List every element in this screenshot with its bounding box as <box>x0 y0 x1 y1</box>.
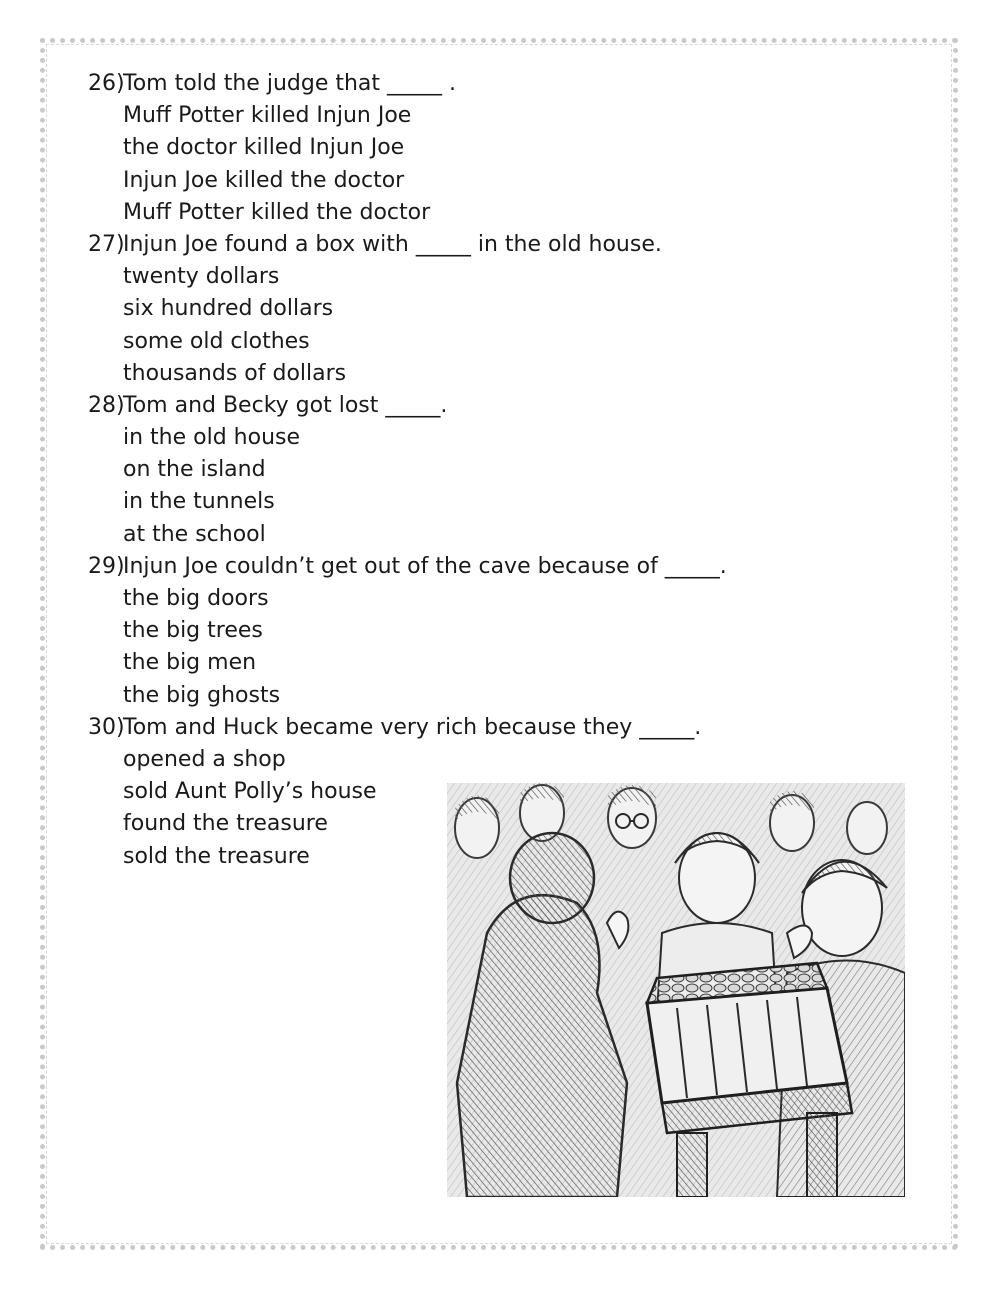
answer-option[interactable]: the big ghosts <box>123 682 281 708</box>
answer-option[interactable]: Injun Joe killed the doctor <box>123 167 405 193</box>
answer-option[interactable]: the big men <box>123 650 257 676</box>
question-28 <box>88 390 788 551</box>
question-number: 26) <box>88 71 125 96</box>
answer-option[interactable]: found the treasure <box>123 811 328 837</box>
question-26 <box>88 68 788 229</box>
question-prompt: Tom and Huck became very rich because they _____. <box>123 714 702 740</box>
answer-option[interactable]: in the tunnels <box>123 489 275 515</box>
question-27 <box>88 229 788 390</box>
answer-option[interactable]: the doctor killed Injun Joe <box>123 135 405 161</box>
answer-option[interactable]: at the school <box>123 521 266 547</box>
question-prompt-line <box>88 551 788 583</box>
question-number: 28) <box>88 392 125 418</box>
question-prompt: Injun Joe couldn’t get out of the cave because of _____. <box>123 553 727 579</box>
answer-option[interactable]: the big doors <box>123 586 269 611</box>
answer-option[interactable]: Muff Potter killed the doctor <box>123 199 431 225</box>
answer-option[interactable]: six hundred dollars <box>123 296 334 322</box>
question-prompt: Tom told the judge that _____ . <box>123 71 457 96</box>
question-number: 30) <box>88 714 125 740</box>
question-prompt-line <box>88 390 788 422</box>
question-prompt-line <box>88 229 788 261</box>
answer-option[interactable]: twenty dollars <box>123 264 280 290</box>
answer-option[interactable]: sold Aunt Polly’s house <box>123 779 377 805</box>
answer-option[interactable]: on the island <box>123 457 266 483</box>
answer-option[interactable]: opened a shop <box>123 746 286 772</box>
question-number: 29) <box>88 553 125 579</box>
question-list <box>88 68 788 873</box>
answer-option[interactable]: some old clothes <box>123 328 310 354</box>
question-prompt-line <box>88 68 788 100</box>
answer-option[interactable]: in the old house <box>123 425 301 451</box>
treasure-chest-illustration <box>447 783 905 1197</box>
question-prompt: Tom and Becky got lost _____. <box>123 392 448 418</box>
answer-option[interactable]: the big trees <box>123 618 263 644</box>
question-29 <box>88 551 788 712</box>
question-prompt: Injun Joe found a box with _____ in the old house. <box>123 231 662 257</box>
question-prompt-line <box>88 712 788 744</box>
question-number: 27) <box>88 231 125 257</box>
answer-option[interactable]: sold the treasure <box>123 843 310 869</box>
answer-option[interactable]: thousands of dollars <box>123 360 347 386</box>
answer-option[interactable]: Muff Potter killed Injun Joe <box>123 103 412 129</box>
sketch-svg <box>447 783 905 1197</box>
